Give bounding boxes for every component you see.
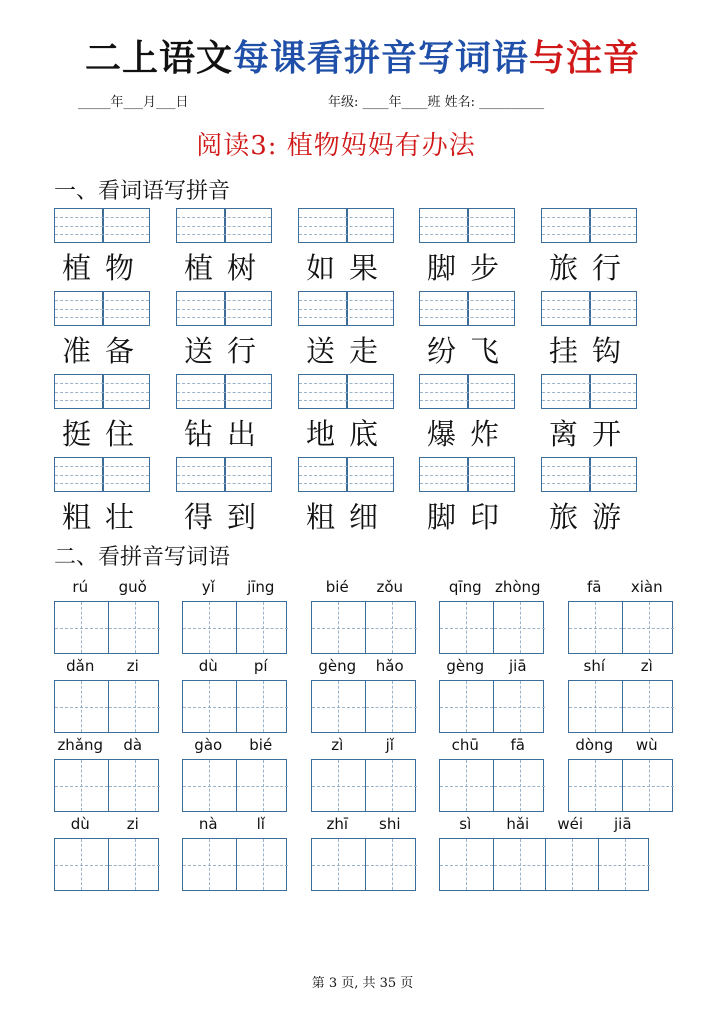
- pinyin-answer-box[interactable]: [298, 208, 394, 243]
- chinese-word: 挂钩: [549, 334, 636, 368]
- title-part-black: 二上语文: [84, 37, 233, 79]
- chinese-word: 送行: [184, 334, 271, 368]
- chinese-word: 得到: [184, 500, 271, 534]
- pinyin-syllable: zhǎng: [57, 736, 104, 754]
- pinyin-syllable: shi: [379, 815, 401, 833]
- pinyin-syllable: pí: [253, 657, 268, 675]
- chinese-word: 旅行: [549, 251, 636, 285]
- chinese-word: 脚印: [427, 500, 514, 534]
- pinyin-answer-box[interactable]: [541, 374, 637, 409]
- pinyin-syllable: sì: [459, 815, 472, 833]
- pinyin-syllable: dòng: [575, 736, 614, 754]
- character-writing-box[interactable]: [439, 759, 544, 812]
- character-writing-box[interactable]: [54, 680, 159, 733]
- page-footer: 第 3 页, 共 35 页: [311, 976, 414, 991]
- chinese-word: 准备: [62, 334, 149, 368]
- class-name-line: 年级: ____年____班 姓名: __________: [328, 95, 545, 110]
- character-writing-box[interactable]: [54, 759, 159, 812]
- pinyin-answer-box[interactable]: [54, 208, 150, 243]
- chinese-word: 植物: [62, 251, 149, 285]
- pinyin-syllable: yǐ: [201, 578, 215, 596]
- pinyin-syllable: dù: [70, 815, 90, 833]
- pinyin-syllable: gèng: [318, 657, 357, 675]
- pinyin-syllable: zi: [126, 657, 139, 675]
- chinese-word: 旅游: [549, 500, 636, 534]
- character-writing-box[interactable]: [568, 601, 673, 654]
- character-writing-box[interactable]: [568, 759, 673, 812]
- character-writing-box[interactable]: [568, 680, 673, 733]
- character-writing-box[interactable]: [439, 601, 544, 654]
- chinese-word: 纷飞: [427, 334, 514, 368]
- chinese-word: 粗细: [306, 500, 393, 534]
- character-writing-box[interactable]: [54, 601, 159, 654]
- chinese-word: 植树: [184, 251, 271, 285]
- pinyin-syllable: fā: [510, 736, 525, 754]
- character-writing-box[interactable]: [311, 680, 416, 733]
- character-writing-box[interactable]: [182, 759, 287, 812]
- character-writing-box[interactable]: [182, 680, 287, 733]
- section2-heading: 二、看拼音写词语: [54, 545, 231, 570]
- pinyin-syllable: zi: [126, 815, 139, 833]
- pinyin-answer-box[interactable]: [176, 208, 272, 243]
- character-writing-box[interactable]: [311, 601, 416, 654]
- pinyin-syllable: zhòng: [494, 578, 541, 596]
- pinyin-syllable: xiàn: [630, 578, 663, 596]
- chinese-word: 粗壮: [62, 500, 149, 534]
- pinyin-syllable: gào: [194, 736, 223, 754]
- pinyin-answer-box[interactable]: [298, 291, 394, 326]
- pinyin-answer-box[interactable]: [176, 291, 272, 326]
- date-line: _____年___月___日: [78, 95, 189, 110]
- character-writing-box[interactable]: [54, 838, 159, 891]
- pinyin-syllable: lǐ: [256, 815, 265, 833]
- pinyin-answer-box[interactable]: [541, 457, 637, 492]
- chinese-word: 爆炸: [427, 417, 514, 451]
- chinese-word: 地底: [306, 417, 393, 451]
- pinyin-answer-box[interactable]: [298, 457, 394, 492]
- pinyin-answer-box[interactable]: [176, 374, 272, 409]
- character-writing-box[interactable]: [182, 838, 287, 891]
- pinyin-syllable: dà: [123, 736, 143, 754]
- lesson-title: 阅读3: 植物妈妈有办法: [196, 131, 476, 161]
- pinyin-syllable: dǎn: [66, 657, 95, 675]
- pinyin-syllable: rú: [72, 578, 89, 596]
- section1-heading: 一、看词语写拼音: [54, 179, 231, 204]
- pinyin-syllable: jiā: [508, 657, 527, 675]
- pinyin-answer-box[interactable]: [541, 291, 637, 326]
- pinyin-syllable: chū: [451, 736, 479, 754]
- pinyin-syllable: bié: [249, 736, 273, 754]
- character-writing-box[interactable]: [311, 838, 416, 891]
- pinyin-syllable: wéi: [557, 815, 584, 833]
- pinyin-syllable: jǐ: [385, 736, 394, 754]
- pinyin-syllable: nà: [198, 815, 218, 833]
- chinese-word: 脚步: [427, 251, 514, 285]
- character-writing-box[interactable]: [311, 759, 416, 812]
- chinese-word: 离开: [549, 417, 636, 451]
- pinyin-answer-box[interactable]: [298, 374, 394, 409]
- pinyin-syllable: zhī: [326, 815, 349, 833]
- pinyin-answer-box[interactable]: [54, 291, 150, 326]
- pinyin-syllable: guǒ: [118, 578, 147, 596]
- pinyin-answer-box[interactable]: [419, 374, 515, 409]
- pinyin-answer-box[interactable]: [419, 457, 515, 492]
- title-part-blue: 每课看拼音写词语: [232, 37, 529, 79]
- pinyin-answer-box[interactable]: [541, 208, 637, 243]
- pinyin-syllable: zǒu: [376, 578, 404, 596]
- pinyin-syllable: zì: [640, 657, 653, 675]
- worksheet-title: [0, 30, 725, 81]
- character-writing-box[interactable]: [439, 680, 544, 733]
- title-part-red: 与注音: [529, 37, 641, 79]
- pinyin-syllable: zì: [331, 736, 344, 754]
- character-writing-box[interactable]: [439, 838, 649, 891]
- pinyin-syllable: qīng: [448, 578, 482, 596]
- pinyin-answer-box[interactable]: [176, 457, 272, 492]
- pinyin-syllable: bié: [325, 578, 349, 596]
- pinyin-answer-box[interactable]: [419, 291, 515, 326]
- pinyin-syllable: hǎo: [375, 657, 404, 675]
- pinyin-syllable: dù: [198, 657, 218, 675]
- pinyin-syllable: hǎi: [506, 815, 530, 833]
- chinese-word: 送走: [306, 334, 393, 368]
- pinyin-answer-box[interactable]: [54, 457, 150, 492]
- pinyin-syllable: jīng: [247, 578, 275, 596]
- pinyin-answer-box[interactable]: [54, 374, 150, 409]
- character-writing-box[interactable]: [182, 601, 287, 654]
- pinyin-syllable: shí: [583, 657, 605, 675]
- pinyin-syllable: jiā: [613, 815, 632, 833]
- chinese-word: 如果: [306, 251, 393, 285]
- pinyin-syllable: wù: [635, 736, 658, 754]
- chinese-word: 钻出: [184, 417, 271, 451]
- chinese-word: 挺住: [62, 417, 149, 451]
- pinyin-syllable: gèng: [446, 657, 485, 675]
- pinyin-answer-box[interactable]: [419, 208, 515, 243]
- pinyin-syllable: fā: [587, 578, 602, 596]
